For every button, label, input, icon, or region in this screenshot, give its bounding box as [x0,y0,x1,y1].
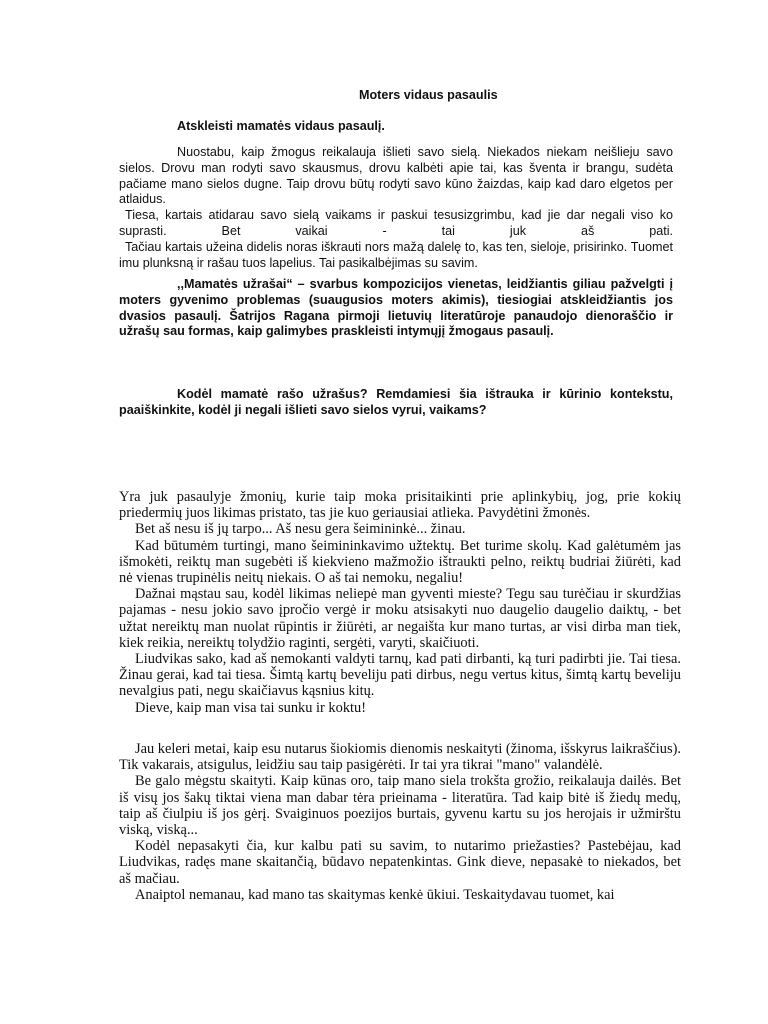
intro-paragraph: Nuostabu, kaip žmogus reikalauja išlieti savo sielą. Niekados niekam neišlieju savo sielos. Drovu man rodyti savo skausmus, drovu kalbėti apie tai, kas šventa ir brangu, sudėta pačiame mano sielos dugne. Taip drovu būtų rodyti savo kūno žaizdas, kaip kad daro elgetos per atlaidus. [119,145,673,207]
excerpt-paragraph: Be galo mėgstu skaityti. Kaip kūnas oro, taip mano siela trokšta grožio, reikalauja dailės. Bet iš visų jos šakų tiktai viena man dabar tėra prieinama - literatūra. Tad kaip bitė iš žiedų medų, taip aš čiulpiu iš jos gėrį. Svaiginuos poezijos burtais, gyvenu kartu su jos herojais ir užmirštu viską, viską... [119,773,681,839]
excerpt-paragraph: Dažnai mąstau sau, kodėl likimas neliepė man gyventi mieste? Tegu sau turėčiau ir skurdžias pajamas - nesu jokio savo įpročio vergė ir moku atsisakyti nuo daugelio daugelio daiktų, - bet užtat nereiktų man nuolat rūpintis ir žiūrėti, ar negaišta kur mano turtas, ar visi dirba man tiek, kiek reikia, nereiktų tolydžio raginti, sergėti, varyti, skaičiuoti. [119,586,681,651]
excerpt-paragraph: Kodėl nepasakyti čia, kur kalbu pati su savim, to nutarimo priežasties? Pastebėjau, kad Liudvikas, radęs mane skaitančią, būdavo nepatenkintas. Gink dieve, nepasakė to niekados, bet aš mačiau. [119,838,681,887]
question-block [119,387,673,419]
document-title: Moters vidaus pasaulis [359,88,498,102]
intro-paragraph: Tiesa, kartais atidarau savo sielą vaikams ir paskui tesusizgrimbu, kad jie dar negali viso ko suprasti. Bet vaikai - tai juk aš pati. [119,208,673,238]
excerpt-part-2 [119,741,681,903]
excerpt-paragraph: Yra juk pasaulyje žmonių, kurie taip moka prisitaikinti prie aplinkybių, jog, prie kokių priedermių juos likimas pristato, tas jie kuo geriausiai atlieka. Pavydėtini žmonės. [119,489,681,522]
analysis-block [119,277,673,340]
excerpt-paragraph: Kad būtumėm turtingi, mano šeimininkavimo užtektų. Bet turime skolų. Kad galėtumėm jas išmokėti, reiktų man sugebėti iš kiekvieno mažmožio ištraukti pelno, reiktų budriai žiūrėti, kad nė vienas trupinėlis neitų niekais. O aš tai nemoku, negaliu! [119,537,681,587]
intro-quote [119,145,673,271]
excerpt-paragraph: Bet aš nesu iš jų tarpo... Aš nesu gera šeimininkė... žinau. [135,521,466,538]
excerpt-paragraph: Jau keleri metai, kaip esu nutarus šiokiomis dienomis neskaityti (žinoma, išskyrus laikraščius). Tik vakarais, atsigulus, leidžiu sau taip pasigėrėti. Ir tai yra tikrai "mano" valandėlė. [119,741,681,774]
analysis-paragraph: ,,Mamatės užrašai“ – svarbus kompozicijos vienetas, leidžiantis giliau pažvelgti į moters gyvenimo problemas (suaugusios moters akimis), tiesiogiai atskleidžiantis jos dvasios pasaulį. Šatrijos Ragana pirmoji lietuvių literatūroje panaudojo dienoraščio ir užrašų sau formas, kaip galimybes praskleisti intymųjį žmogaus pasaulį. [119,277,673,339]
excerpt-paragraph: Dieve, kaip man visa tai sunku ir koktu! [135,699,367,716]
excerpt-part-1 [119,489,681,716]
intro-paragraph: Tačiau kartais užeina didelis noras iškrauti nors mažą dalelę to, kas ten, sieloje, prisirinko. Tuomet imu plunksną ir rašau tuos lapelius. Tai pasikalbėjimas su savim. [119,239,673,270]
excerpt-paragraph: Liudvikas sako, kad aš nemokanti valdyti tarnų, kad pati dirbanti, ką turi padirbti jie. Tai tiesa. Žinau gerai, kad tai tiesa. Šimtą kartų beveliju pati dirbus, negu vertus kitus, šimtą kartų beveliju nevalgius pati, negu skaičiavus kąsnius kitų. [119,651,681,700]
question-paragraph: Kodėl mamatė rašo užrašus? Remdamiesi šia ištrauka ir kūrinio kontekstu, paaiškinkite, kodėl ji negali išlieti savo sielos vyrui, vaikams? [119,387,673,417]
document-subtitle: Atskleisti mamatės vidaus pasaulį. [177,119,385,133]
excerpt-paragraph: Anaiptol nemanau, kad mano tas skaitymas kenkė ūkiui. Teskaitydavau tuomet, kai [135,886,615,903]
